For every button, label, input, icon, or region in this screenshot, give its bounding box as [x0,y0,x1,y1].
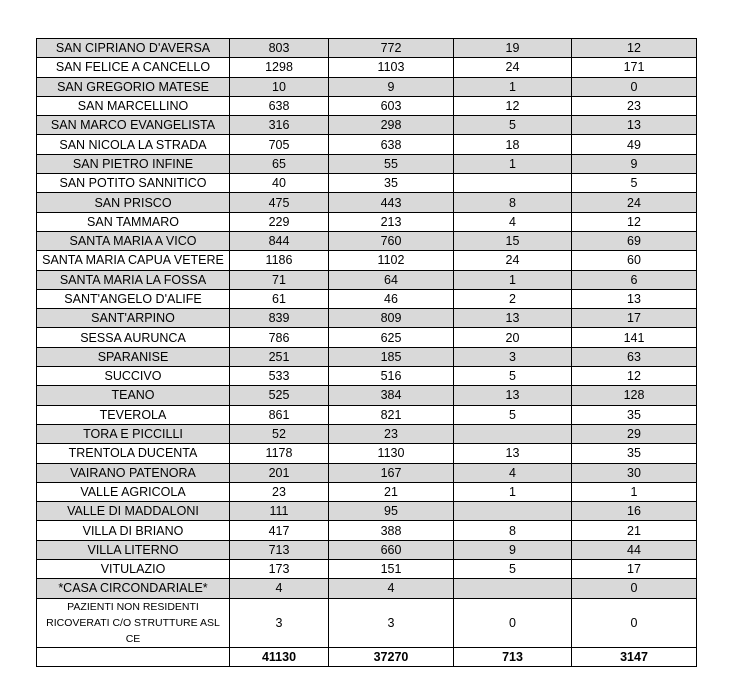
value-cell-1: 10 [230,77,329,96]
value-cell-4: 13 [572,289,697,308]
value-cell-2: 298 [329,116,454,135]
value-cell-1: 533 [230,367,329,386]
table-row [37,39,697,58]
value-cell-1: 705 [230,135,329,154]
table-row [37,502,697,521]
value-cell-3: 5 [454,405,572,424]
value-cell-3: 19 [454,39,572,58]
municipality-cell: SAN PIETRO INFINE [37,154,230,173]
value-cell-2: 21 [329,482,454,501]
value-cell-1: 475 [230,193,329,212]
table-row [37,463,697,482]
value-cell-1: 1178 [230,444,329,463]
value-cell-1: 111 [230,502,329,521]
municipality-cell: PAZIENTI NON RESIDENTI RICOVERATI C/O STRUTTURE ASL CE [37,598,230,647]
value-cell-3: 2 [454,289,572,308]
value-cell-3: 24 [454,58,572,77]
value-cell-3: 4 [454,463,572,482]
municipality-cell: SESSA AURUNCA [37,328,230,347]
municipality-cell: SAN GREGORIO MATESE [37,77,230,96]
value-cell-4: 23 [572,96,697,115]
value-cell-2: 64 [329,270,454,289]
value-cell-3: 1 [454,77,572,96]
municipality-cell: TEANO [37,386,230,405]
municipality-cell: *CASA CIRCONDARIALE* [37,579,230,598]
value-cell-4: 13 [572,116,697,135]
table-row [37,77,697,96]
value-cell-2: 772 [329,39,454,58]
value-cell-3: 8 [454,521,572,540]
value-cell-2: 1103 [329,58,454,77]
value-cell-1: 4 [230,579,329,598]
value-cell-3: 18 [454,135,572,154]
value-cell-2: 516 [329,367,454,386]
value-cell-4: 0 [572,598,697,647]
table-row [37,289,697,308]
value-cell-3: 1 [454,482,572,501]
value-cell-2: 37270 [329,647,454,666]
municipality-cell: SAN FELICE A CANCELLO [37,58,230,77]
table-row [37,540,697,559]
value-cell-1: 52 [230,424,329,443]
value-cell-4: 60 [572,251,697,270]
value-cell-1: 861 [230,405,329,424]
municipality-cell: SANTA MARIA A VICO [37,231,230,250]
municipality-cell: TRENTOLA DUCENTA [37,444,230,463]
table-row [37,154,697,173]
value-cell-3: 1 [454,270,572,289]
value-cell-4: 44 [572,540,697,559]
value-cell-3: 20 [454,328,572,347]
municipality-cell: VITULAZIO [37,560,230,579]
table-row [37,367,697,386]
table-row [37,444,697,463]
value-cell-3: 3 [454,347,572,366]
municipality-cell: SANT'ARPINO [37,309,230,328]
value-cell-3: 9 [454,540,572,559]
value-cell-4: 128 [572,386,697,405]
table-body [37,39,697,667]
value-cell-2: 660 [329,540,454,559]
value-cell-2: 4 [329,579,454,598]
municipality-cell: VAIRANO PATENORA [37,463,230,482]
value-cell-4: 12 [572,212,697,231]
value-cell-1: 316 [230,116,329,135]
table-row [37,482,697,501]
value-cell-1: 40 [230,174,329,193]
value-cell-4: 17 [572,560,697,579]
municipality-cell: TEVEROLA [37,405,230,424]
value-cell-3: 13 [454,309,572,328]
value-cell-2: 388 [329,521,454,540]
value-cell-2: 1130 [329,444,454,463]
value-cell-4: 141 [572,328,697,347]
value-cell-1: 201 [230,463,329,482]
table-row [37,251,697,270]
value-cell-2: 55 [329,154,454,173]
value-cell-3 [454,424,572,443]
value-cell-2: 213 [329,212,454,231]
municipality-cell: SAN TAMMARO [37,212,230,231]
value-cell-4: 63 [572,347,697,366]
value-cell-4: 17 [572,309,697,328]
table-row [37,174,697,193]
table-row [37,579,697,598]
table-row [37,386,697,405]
value-cell-2: 185 [329,347,454,366]
value-cell-3: 13 [454,386,572,405]
municipality-cell: SANTA MARIA CAPUA VETERE [37,251,230,270]
value-cell-2: 603 [329,96,454,115]
municipality-cell: SAN CIPRIANO D'AVERSA [37,39,230,58]
value-cell-4: 30 [572,463,697,482]
totals-row [37,647,697,666]
value-cell-3: 4 [454,212,572,231]
table-row [37,270,697,289]
value-cell-4: 3147 [572,647,697,666]
table-row [37,424,697,443]
municipality-cell: SAN POTITO SANNITICO [37,174,230,193]
value-cell-4: 0 [572,579,697,598]
value-cell-3 [454,502,572,521]
municipality-cell: VALLE DI MADDALONI [37,502,230,521]
value-cell-1: 3 [230,598,329,647]
value-cell-3 [454,174,572,193]
municipality-cell: SANT'ANGELO D'ALIFE [37,289,230,308]
value-cell-2: 95 [329,502,454,521]
value-cell-2: 384 [329,386,454,405]
table-row [37,96,697,115]
value-cell-4: 24 [572,193,697,212]
municipality-cell: TORA E PICCILLI [37,424,230,443]
table-row [37,212,697,231]
value-cell-1: 803 [230,39,329,58]
value-cell-4: 16 [572,502,697,521]
municipality-cell: SUCCIVO [37,367,230,386]
value-cell-4: 171 [572,58,697,77]
value-cell-2: 46 [329,289,454,308]
value-cell-1: 251 [230,347,329,366]
value-cell-3: 5 [454,560,572,579]
value-cell-1: 713 [230,540,329,559]
table-row [37,116,697,135]
value-cell-2: 821 [329,405,454,424]
municipality-cell: SPARANISE [37,347,230,366]
value-cell-1: 839 [230,309,329,328]
value-cell-3: 1 [454,154,572,173]
table-row [37,347,697,366]
value-cell-1: 229 [230,212,329,231]
municipality-cell: SANTA MARIA LA FOSSA [37,270,230,289]
municipality-cell: VILLA DI BRIANO [37,521,230,540]
value-cell-3 [454,579,572,598]
value-cell-1: 1298 [230,58,329,77]
table-row [37,231,697,250]
value-cell-3: 5 [454,367,572,386]
table-row [37,328,697,347]
value-cell-3: 13 [454,444,572,463]
value-cell-4: 9 [572,154,697,173]
value-cell-1: 61 [230,289,329,308]
value-cell-3: 24 [454,251,572,270]
table-row [37,521,697,540]
value-cell-4: 0 [572,77,697,96]
value-cell-3: 15 [454,231,572,250]
municipality-cell: SAN PRISCO [37,193,230,212]
value-cell-1: 786 [230,328,329,347]
value-cell-2: 809 [329,309,454,328]
value-cell-4: 49 [572,135,697,154]
value-cell-1: 844 [230,231,329,250]
value-cell-4: 21 [572,521,697,540]
municipality-cell: SAN NICOLA LA STRADA [37,135,230,154]
value-cell-2: 3 [329,598,454,647]
value-cell-2: 638 [329,135,454,154]
value-cell-2: 167 [329,463,454,482]
table-row [37,135,697,154]
value-cell-3: 713 [454,647,572,666]
value-cell-3: 0 [454,598,572,647]
value-cell-2: 35 [329,174,454,193]
municipality-cell: VALLE AGRICOLA [37,482,230,501]
value-cell-2: 1102 [329,251,454,270]
municipality-data-table [36,38,697,667]
value-cell-2: 625 [329,328,454,347]
value-cell-4: 12 [572,367,697,386]
value-cell-4: 29 [572,424,697,443]
value-cell-4: 35 [572,444,697,463]
value-cell-3: 5 [454,116,572,135]
municipality-cell: SAN MARCO EVANGELISTA [37,116,230,135]
value-cell-4: 69 [572,231,697,250]
value-cell-4: 6 [572,270,697,289]
nonresident-row [37,598,697,647]
municipality-cell [37,647,230,666]
value-cell-1: 173 [230,560,329,579]
value-cell-4: 5 [572,174,697,193]
value-cell-2: 9 [329,77,454,96]
value-cell-2: 760 [329,231,454,250]
value-cell-1: 23 [230,482,329,501]
table-row [37,193,697,212]
table-row [37,560,697,579]
value-cell-2: 443 [329,193,454,212]
value-cell-1: 41130 [230,647,329,666]
value-cell-1: 417 [230,521,329,540]
table-row [37,405,697,424]
value-cell-1: 525 [230,386,329,405]
value-cell-3: 8 [454,193,572,212]
table-row [37,309,697,328]
municipality-cell: SAN MARCELLINO [37,96,230,115]
value-cell-2: 151 [329,560,454,579]
value-cell-2: 23 [329,424,454,443]
value-cell-4: 35 [572,405,697,424]
value-cell-1: 638 [230,96,329,115]
value-cell-3: 12 [454,96,572,115]
value-cell-1: 71 [230,270,329,289]
value-cell-1: 65 [230,154,329,173]
value-cell-1: 1186 [230,251,329,270]
municipality-cell: VILLA LITERNO [37,540,230,559]
table-row [37,58,697,77]
value-cell-4: 1 [572,482,697,501]
value-cell-4: 12 [572,39,697,58]
